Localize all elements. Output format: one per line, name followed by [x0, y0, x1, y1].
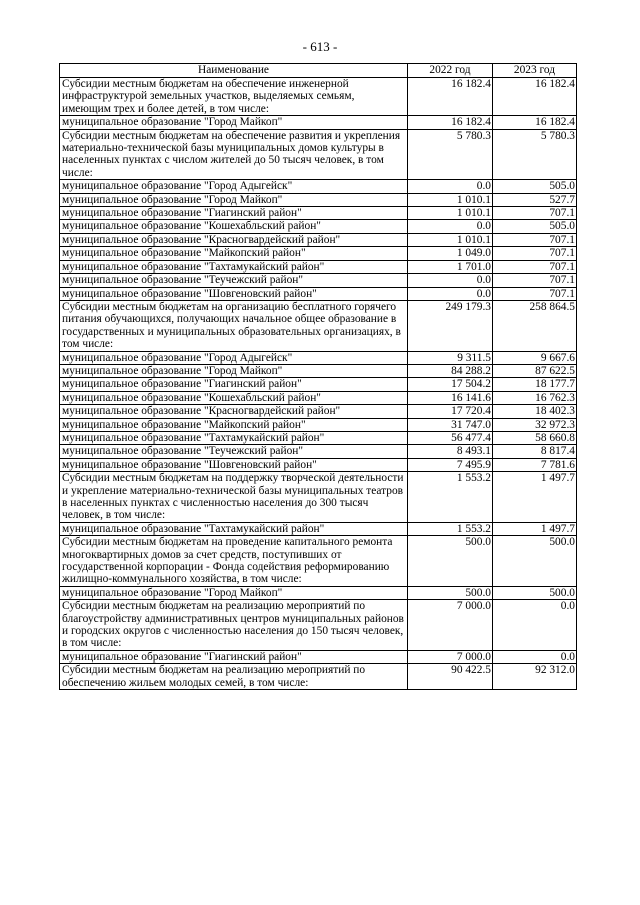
value-2022-cell: 31 747.0 [408, 418, 493, 431]
table-row [60, 260, 577, 273]
value-2022-cell: 5 780.3 [408, 129, 493, 180]
table-row [60, 207, 577, 220]
row-name-cell: муниципальное образование "Майкопский район" [60, 247, 408, 260]
value-2022-cell: 249 179.3 [408, 300, 493, 351]
value-2022-cell: 1 553.2 [408, 522, 493, 535]
table-row [60, 536, 577, 587]
table-row [60, 650, 577, 663]
value-2022-cell: 1 701.0 [408, 260, 493, 273]
table-row [60, 287, 577, 300]
row-name-cell: муниципальное образование "Майкопский район" [60, 418, 408, 431]
value-2023-cell: 18 402.3 [493, 405, 577, 418]
row-name-cell: муниципальное образование "Гиагинский район" [60, 207, 408, 220]
value-2022-cell: 1 049.0 [408, 247, 493, 260]
value-2023-cell: 8 817.4 [493, 445, 577, 458]
value-2023-cell: 505.0 [493, 220, 577, 233]
table-body [60, 78, 577, 690]
header-name: Наименование [60, 64, 408, 78]
value-2023-cell: 16 182.4 [493, 116, 577, 129]
value-2023-cell: 16 182.4 [493, 78, 577, 116]
value-2023-cell: 87 622.5 [493, 364, 577, 377]
value-2023-cell: 7 781.6 [493, 458, 577, 471]
table-row [60, 233, 577, 246]
value-2023-cell: 32 972.3 [493, 418, 577, 431]
row-name-cell: Субсидии местным бюджетам на проведение капитального ремонта многоквартирных домов за счет средств, поступивших от государственной корпорации - Фонда содействия реформированию жилищно-коммунального хозяйства, в том числе: [60, 536, 408, 587]
row-name-cell: муниципальное образование "Тахтамукайский район" [60, 431, 408, 444]
row-name-cell: муниципальное образование "Город Адыгейск" [60, 180, 408, 193]
value-2022-cell: 17 504.2 [408, 378, 493, 391]
row-name-cell: муниципальное образование "Красногвардейский район" [60, 405, 408, 418]
value-2023-cell: 500.0 [493, 536, 577, 587]
row-name-cell: Субсидии местным бюджетам на реализацию мероприятий по благоустройству административных центров муниципальных районов и городских округов с численностью населения до 150 тысяч человек, в том числе: [60, 600, 408, 651]
value-2023-cell: 16 762.3 [493, 391, 577, 404]
table-row [60, 405, 577, 418]
table-row [60, 391, 577, 404]
value-2022-cell: 1 010.1 [408, 233, 493, 246]
value-2022-cell: 56 477.4 [408, 431, 493, 444]
table-row [60, 522, 577, 535]
value-2022-cell: 7 000.0 [408, 650, 493, 663]
value-2022-cell: 84 288.2 [408, 364, 493, 377]
value-2022-cell: 1 010.1 [408, 193, 493, 206]
page-number: - 613 - [302, 39, 338, 54]
value-2022-cell: 16 141.6 [408, 391, 493, 404]
value-2022-cell: 1 010.1 [408, 207, 493, 220]
value-2023-cell: 258 864.5 [493, 300, 577, 351]
table-row [60, 129, 577, 180]
row-name-cell: муниципальное образование "Гиагинский район" [60, 378, 408, 391]
value-2022-cell: 1 553.2 [408, 472, 493, 523]
value-2023-cell: 707.1 [493, 260, 577, 273]
value-2022-cell: 16 182.4 [408, 78, 493, 116]
row-name-cell: Субсидии местным бюджетам на обеспечение развития и укрепления материально-технической базы муниципальных домов культуры в населенных пунктах с числом жителей до 50 тысяч человек, в том числе: [60, 129, 408, 180]
table-row [60, 664, 577, 690]
value-2022-cell: 0.0 [408, 220, 493, 233]
table-row [60, 445, 577, 458]
value-2023-cell: 527.7 [493, 193, 577, 206]
value-2023-cell: 0.0 [493, 650, 577, 663]
table-row [60, 351, 577, 364]
value-2023-cell: 707.1 [493, 233, 577, 246]
value-2023-cell: 1 497.7 [493, 472, 577, 523]
value-2022-cell: 9 311.5 [408, 351, 493, 364]
table-header-row [60, 64, 577, 78]
table-row [60, 193, 577, 206]
header-year-2023: 2023 год [493, 64, 577, 78]
value-2023-cell: 1 497.7 [493, 522, 577, 535]
table-row [60, 300, 577, 351]
table-row [60, 78, 577, 116]
row-name-cell: Субсидии местным бюджетам на поддержку творческой деятельности и укрепление материально-технической базы муниципальных театров в населенных пунктах с численностью населения до 300 тысяч человек, в том числе: [60, 472, 408, 523]
value-2022-cell: 500.0 [408, 536, 493, 587]
table-row [60, 586, 577, 599]
table-row [60, 431, 577, 444]
value-2023-cell: 18 177.7 [493, 378, 577, 391]
row-name-cell: муниципальное образование "Кошехабльский район" [60, 391, 408, 404]
row-name-cell: Субсидии местным бюджетам на организацию бесплатного горячего питания обучающихся, получающих начальное общее образование в государственных и муниципальных образовательных организациях, в том числе: [60, 300, 408, 351]
value-2022-cell: 7 495.9 [408, 458, 493, 471]
table-row [60, 458, 577, 471]
value-2023-cell: 500.0 [493, 586, 577, 599]
row-name-cell: муниципальное образование "Кошехабльский район" [60, 220, 408, 233]
row-name-cell: Субсидии местным бюджетам на обеспечение инженерной инфраструктурой земельных участков, выделяемых семьям, имеющим трех и более детей, в том числе: [60, 78, 408, 116]
table-row [60, 418, 577, 431]
row-name-cell: муниципальное образование "Тахтамукайский район" [60, 522, 408, 535]
value-2023-cell: 707.1 [493, 287, 577, 300]
table-row [60, 116, 577, 129]
table-row [60, 364, 577, 377]
table-row [60, 378, 577, 391]
row-name-cell: муниципальное образование "Шовгеновский район" [60, 287, 408, 300]
value-2022-cell: 7 000.0 [408, 600, 493, 651]
table-row [60, 180, 577, 193]
value-2022-cell: 0.0 [408, 180, 493, 193]
value-2022-cell: 0.0 [408, 287, 493, 300]
table-row [60, 220, 577, 233]
row-name-cell: муниципальное образование "Город Майкоп" [60, 586, 408, 599]
value-2022-cell: 16 182.4 [408, 116, 493, 129]
row-name-cell: муниципальное образование "Город Адыгейск" [60, 351, 408, 364]
table-row [60, 247, 577, 260]
row-name-cell: муниципальное образование "Теучежский район" [60, 274, 408, 287]
value-2023-cell: 707.1 [493, 247, 577, 260]
value-2023-cell: 707.1 [493, 274, 577, 287]
table-row [60, 600, 577, 651]
value-2023-cell: 5 780.3 [493, 129, 577, 180]
table-row [60, 274, 577, 287]
row-name-cell: муниципальное образование "Гиагинский район" [60, 650, 408, 663]
value-2022-cell: 0.0 [408, 274, 493, 287]
row-name-cell: Субсидии местным бюджетам на реализацию мероприятий по обеспечению жильем молодых семей, в том числе: [60, 664, 408, 690]
value-2022-cell: 500.0 [408, 586, 493, 599]
value-2023-cell: 0.0 [493, 600, 577, 651]
row-name-cell: муниципальное образование "Теучежский район" [60, 445, 408, 458]
budget-subsidies-table [59, 63, 577, 690]
value-2023-cell: 92 312.0 [493, 664, 577, 690]
value-2023-cell: 707.1 [493, 207, 577, 220]
value-2023-cell: 505.0 [493, 180, 577, 193]
value-2023-cell: 9 667.6 [493, 351, 577, 364]
value-2022-cell: 90 422.5 [408, 664, 493, 690]
value-2022-cell: 17 720.4 [408, 405, 493, 418]
row-name-cell: муниципальное образование "Шовгеновский район" [60, 458, 408, 471]
row-name-cell: муниципальное образование "Город Майкоп" [60, 116, 408, 129]
header-year-2022: 2022 год [408, 64, 493, 78]
row-name-cell: муниципальное образование "Город Майкоп" [60, 193, 408, 206]
value-2023-cell: 58 660.8 [493, 431, 577, 444]
table-row [60, 472, 577, 523]
row-name-cell: муниципальное образование "Город Майкоп" [60, 364, 408, 377]
value-2022-cell: 8 493.1 [408, 445, 493, 458]
row-name-cell: муниципальное образование "Красногвардейский район" [60, 233, 408, 246]
row-name-cell: муниципальное образование "Тахтамукайский район" [60, 260, 408, 273]
